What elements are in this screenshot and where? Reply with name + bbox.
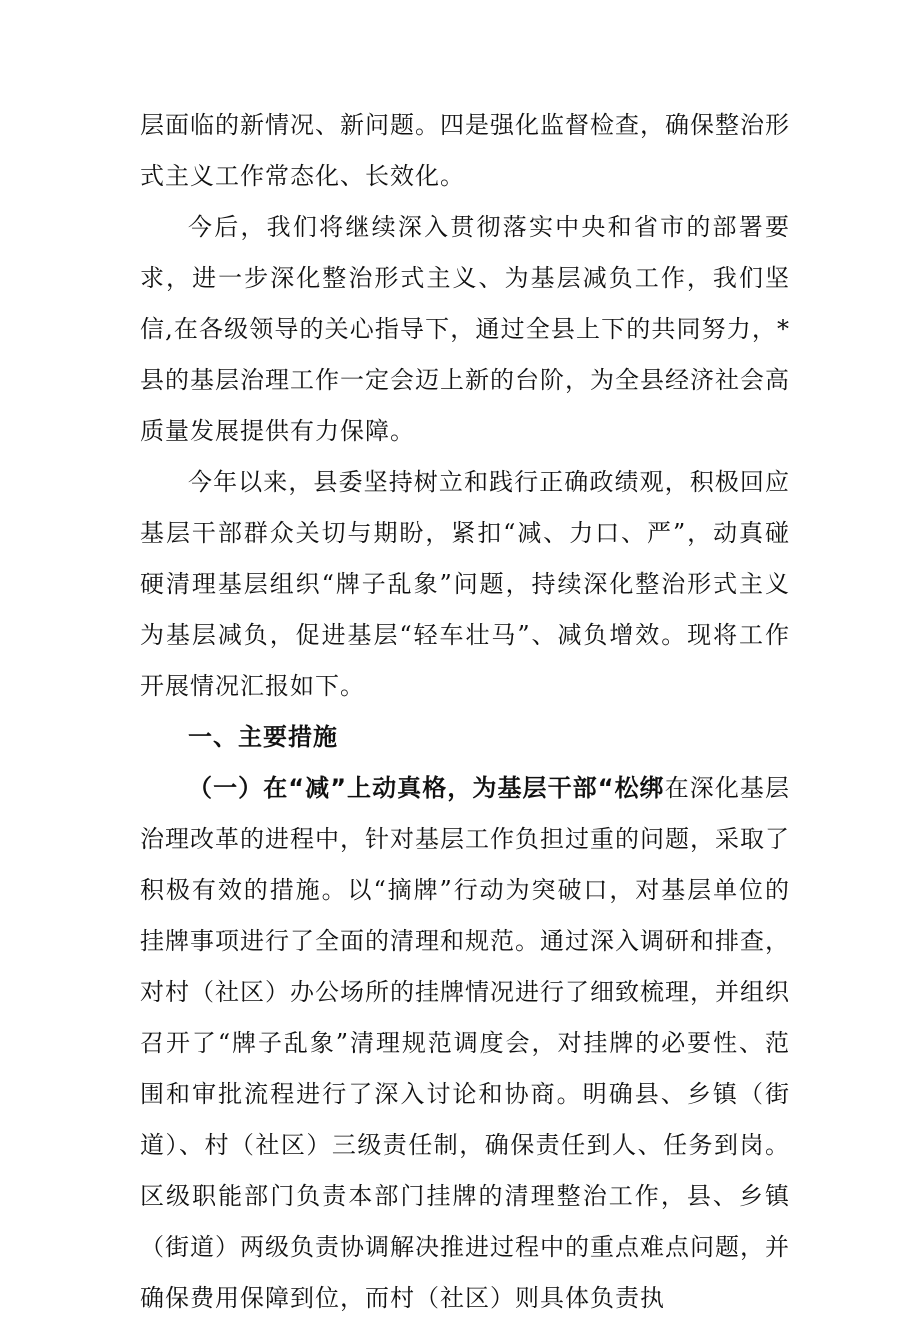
section-heading-main-measures: 一、主要措施 (188, 723, 338, 751)
document-page (140, 100, 790, 1324)
paragraph-continuation: 层面临的新情况、新问题。四是强化监督检查，确保整治形式主义工作常态化、长效化。 (140, 111, 790, 190)
paragraph-intro: 今年以来，县委坚持树立和践行正确政绩观，积极回应基层干部群众关切与期盼，紧扣“减、力口、严”，动真碰硬清理基层组织“牌子乱象”问题，持续深化整治形式主义为基层减负，促进基层“轻车壮马”、减负增效。现将工作开展情况汇报如下。 (140, 468, 790, 700)
paragraph-outlook: 今后，我们将继续深入贯彻落实中央和省市的部署要求，进一步深化整治形式主义、为基层减负工作，我们坚信,在各级领导的关心指导下，通过全县上下的共同努力，*县的基层治理工作一定会迈上新的台阶，为全县经济社会高质量发展提供有力保障。 (140, 213, 790, 445)
subsection-1-title: （一）在“减”上动真格，为基层干部“松绑 (188, 774, 665, 802)
paragraph-subsection-1 (140, 763, 790, 1324)
subsection-1-body: 在深化基层治理改革的进程中，针对基层工作负担过重的问题，采取了积极有效的措施。以“摘牌”行动为突破口，对基层单位的挂牌事项进行了全面的清理和规范。通过深入调研和排查，对村（社区）办公场所的挂牌情况进行了细致梳理，并组织召开了“牌子乱象”清理规范调度会，对挂牌的必要性、范围和审批流程进行了深入讨论和协商。明确县、乡镇（街道）、村（社区）三级责任制，确保责任到人、任务到岗。区级职能部门负责本部门挂牌的清理整治工作，县、乡镇（街道）两级负责协调解决推进过程中的重点难点问题，并确保费用保障到位，而村（社区）则具体负责执 (140, 774, 790, 1312)
